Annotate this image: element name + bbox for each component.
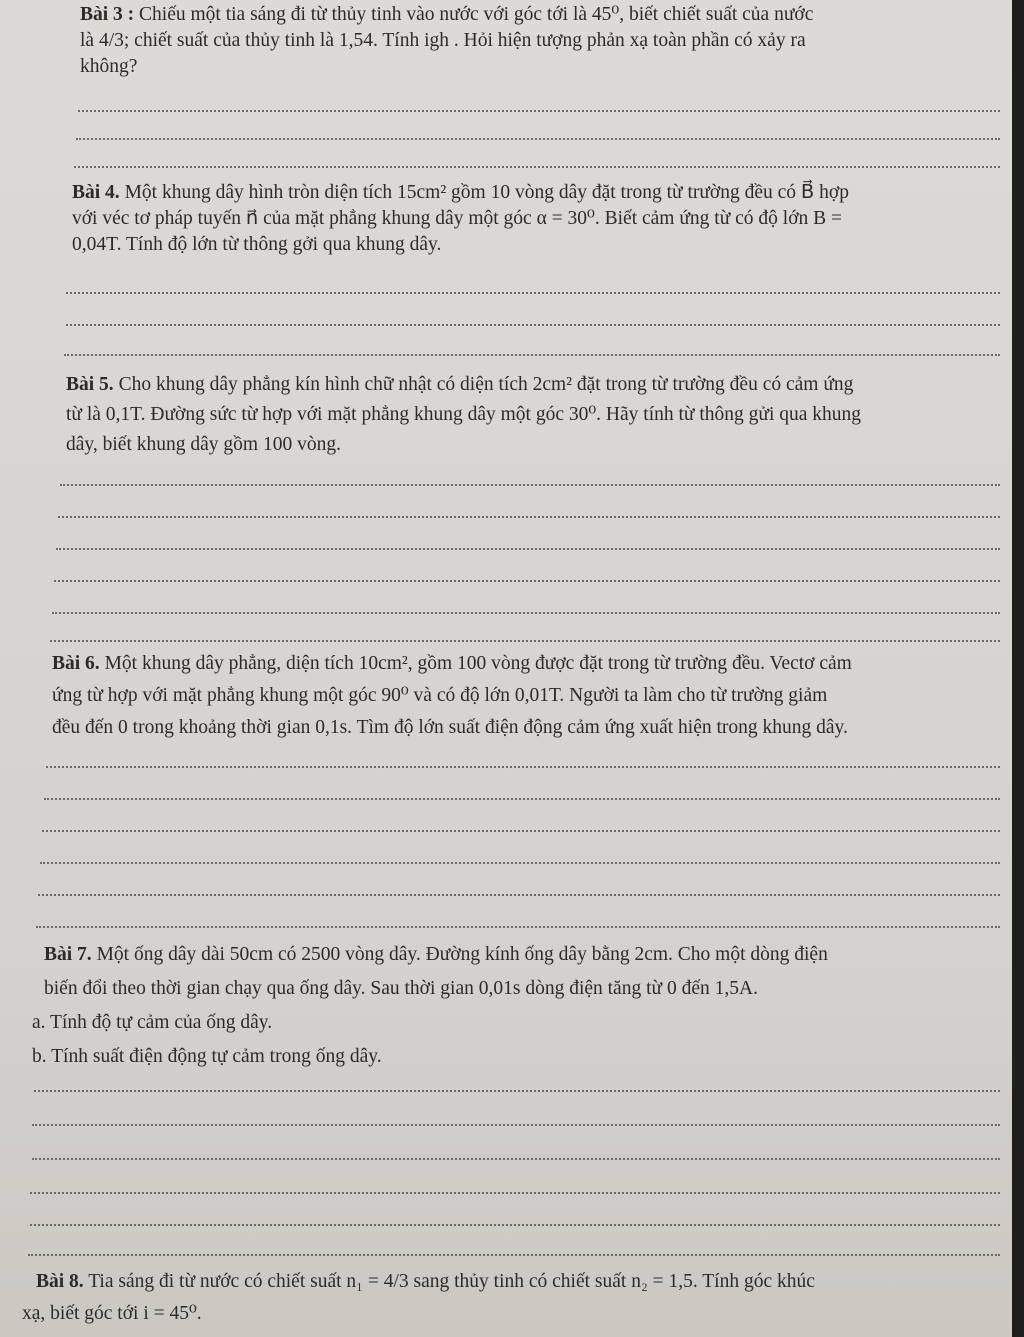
- exercise-text: xạ, biết góc tới i = 45⁰.: [22, 1303, 202, 1324]
- answer-line: [32, 1124, 1000, 1126]
- exercise-label: Bài 5.: [66, 374, 114, 395]
- dark-background-edge: [1012, 0, 1024, 1337]
- answer-line: [30, 1192, 1000, 1194]
- answer-line: [78, 110, 1000, 112]
- exercise-text: với véc tơ pháp tuyến n⃗ của mặt phẳng khung dây một góc α = 30⁰. Biết cảm ứng từ có độ lớn B =: [72, 208, 843, 229]
- answer-line: [56, 548, 1000, 550]
- answer-line: [42, 830, 1000, 832]
- exercise-text: Tia sáng đi từ nước có chiết suất n₁ = 4/3 sang thủy tinh có chiết suất n₂ = 1,5. Tính góc khúc: [83, 1271, 815, 1292]
- answer-line: [76, 138, 1000, 140]
- exercise-label: Bài 7.: [44, 944, 92, 965]
- exercise-5: [66, 370, 861, 460]
- exercise-label: Bài 3 :: [80, 4, 135, 25]
- answer-line: [44, 798, 1000, 800]
- exercise-text: ứng từ hợp với mặt phẳng khung một góc 90⁰ và có độ lớn 0,01T. Người ta làm cho từ trường giảm: [52, 685, 828, 706]
- exercise-text: Cho khung dây phẳng kín hình chữ nhật có diện tích 2cm² đặt trong từ trường đều có cảm ứng: [113, 374, 854, 395]
- exercise-3: [80, 2, 813, 80]
- answer-line: [30, 1224, 1000, 1226]
- exercise-text: b. Tính suất điện động tự cảm trong ống dây.: [32, 1046, 382, 1067]
- answer-line: [54, 580, 1000, 582]
- exercise-text: a. Tính độ tự cảm của ống dây.: [32, 1012, 273, 1033]
- answer-line: [28, 1254, 1000, 1256]
- answer-line: [64, 354, 1000, 356]
- exercise-text: Một khung dây phẳng, diện tích 10cm², gồm 100 vòng được đặt trong từ trường đều. Vectơ cảm: [99, 653, 852, 674]
- exercise-text: từ là 0,1T. Đường sức từ hợp với mặt phẳng khung dây một góc 30⁰. Hãy tính từ thông gửi qua khung: [66, 404, 862, 425]
- answer-line: [32, 1158, 1000, 1160]
- exercise-text: 0,04T. Tính độ lớn từ thông gởi qua khung dây.: [72, 234, 442, 255]
- exercise-label: Bài 4.: [72, 182, 120, 203]
- exercise-text: đều đến 0 trong khoảng thời gian 0,1s. Tìm độ lớn suất điện động cảm ứng xuất hiện trong khung dây.: [52, 717, 848, 738]
- answer-line: [52, 612, 1000, 614]
- answer-line: [66, 292, 1000, 294]
- exercise-4: [72, 180, 849, 258]
- answer-line: [38, 894, 1000, 896]
- answer-line: [58, 516, 1000, 518]
- answer-line: [46, 766, 1000, 768]
- exercise-text: là 4/3; chiết suất của thủy tinh là 1,54. Tính igh . Hỏi hiện tượng phản xạ toàn phần có xảy ra: [80, 30, 806, 51]
- exercise-text: Một ống dây dài 50cm có 2500 vòng dây. Đường kính ống dây bằng 2cm. Cho một dòng điện: [91, 944, 828, 965]
- exercise-text: Một khung dây hình tròn diện tích 15cm² gồm 10 vòng dây đặt trong từ trường đều có B⃗ hợp: [119, 182, 849, 203]
- exercise-8: [22, 1266, 815, 1330]
- exercise-7: [32, 938, 828, 1074]
- answer-line: [60, 484, 1000, 486]
- exercise-label: Bài 8.: [36, 1271, 84, 1292]
- exercise-text: biến đổi theo thời gian chạy qua ống dây. Sau thời gian 0,01s dòng điện tăng từ 0 đến 1,5A.: [44, 978, 758, 999]
- answer-line: [50, 640, 1000, 642]
- answer-line: [66, 324, 1000, 326]
- exercise-text: không?: [80, 56, 138, 77]
- answer-line: [40, 862, 1000, 864]
- answer-line: [74, 166, 1000, 168]
- exercise-6: [52, 648, 852, 744]
- answer-line: [36, 926, 1000, 928]
- answer-line: [34, 1090, 1000, 1092]
- exercise-label: Bài 6.: [52, 653, 100, 674]
- exercise-text: dây, biết khung dây gồm 100 vòng.: [66, 434, 341, 455]
- exercise-text: Chiếu một tia sáng đi từ thủy tinh vào nước với góc tới là 45⁰, biết chiết suất của nước: [134, 4, 814, 25]
